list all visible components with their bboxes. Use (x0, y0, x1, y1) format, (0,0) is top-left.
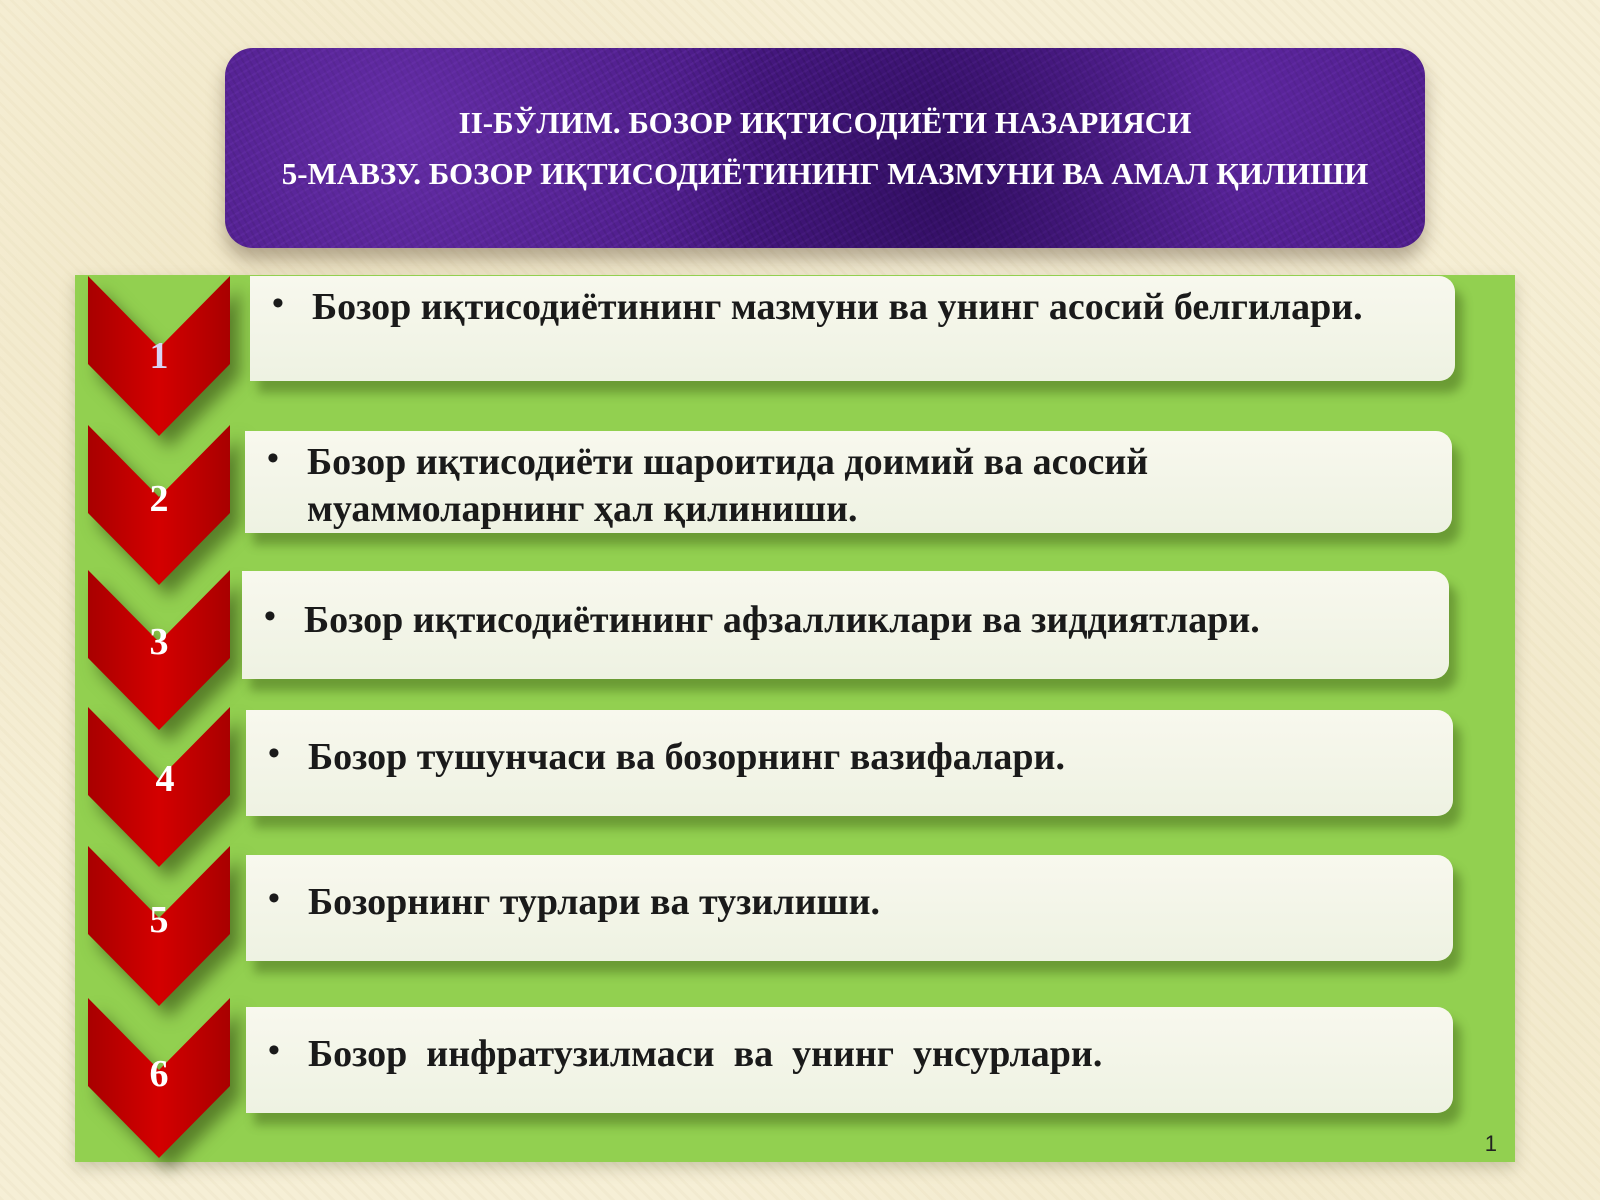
list-item (245, 431, 1452, 533)
chevron-step-2 (88, 425, 230, 585)
list-item (246, 710, 1453, 816)
chevron-step-1 (88, 276, 230, 436)
step-number: 4 (155, 758, 175, 800)
list-item (250, 276, 1455, 381)
chevron-step-5 (88, 846, 230, 1006)
page-number: 1 (1484, 1131, 1497, 1156)
list-item-text: • Бозор иқтисодиёти шароитида доимий ва асосий муаммоларнинг ҳал қилиниши. (307, 439, 1432, 533)
step-number: 6 (149, 1053, 169, 1095)
chevron-step-4 (88, 707, 230, 867)
section-title: II-БЎЛИМ. БОЗОР ИҚТИСОДИЁТИ НАЗАРИЯСИ (458, 105, 1192, 140)
list-item (246, 855, 1453, 961)
topic-title: 5-МАВЗУ. БОЗОР ИҚТИСОДИЁТИНИНГ МАЗМУНИ ВА АМАЛ ҚИЛИШИ (281, 156, 1369, 191)
step-number: 2 (149, 478, 169, 520)
step-number: 1 (149, 335, 169, 377)
list-item-text: • Бозорнинг турлари ва тузилиши. (308, 879, 1433, 926)
title-banner (225, 48, 1425, 248)
step-number: 3 (149, 621, 169, 663)
list-item (246, 1007, 1453, 1113)
step-number: 5 (149, 899, 169, 941)
list-item-text: • Бозор иқтисодиётининг мазмуни ва унинг асосий белгилари. (312, 284, 1435, 331)
chevron-step-3 (88, 570, 230, 730)
chevron-step-6 (88, 998, 230, 1158)
list-item-text: • Бозор иқтисодиётининг афзалликлари ва зиддиятлари. (304, 597, 1429, 644)
list-item-text: • Бозор инфратузилмаси ва унинг унсурлари. (308, 1031, 1433, 1078)
list-item (242, 571, 1449, 679)
list-item-text: • Бозор тушунчаси ва бозорнинг вазифалари. (308, 734, 1433, 781)
